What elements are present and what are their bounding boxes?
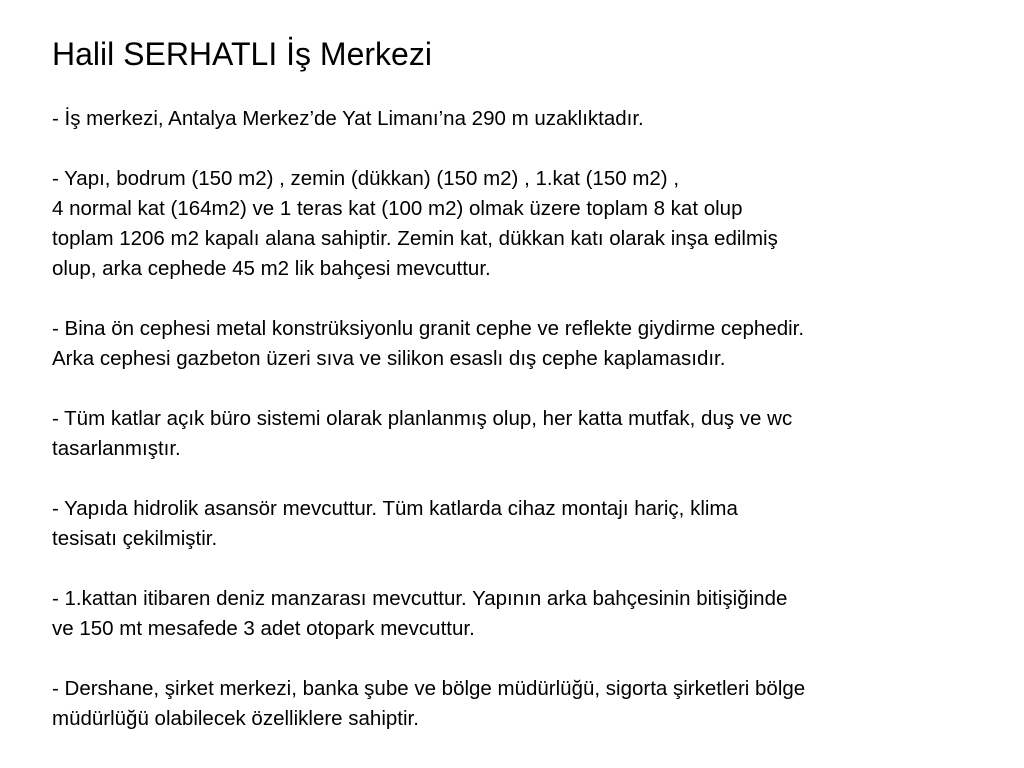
paragraph-line: toplam 1206 m2 kapalı alana sahiptir. Zemin kat, dükkan katı olarak inşa edilmiş	[52, 227, 778, 250]
paragraph-line: - Bina ön cephesi metal konstrüksiyonlu granit cephe ve reflekte giydirme cephedir.	[52, 317, 805, 340]
paragraph-location	[52, 104, 805, 134]
paragraph-facade	[52, 314, 805, 374]
paragraph-line: - 1.kattan itibaren deniz manzarası mevcuttur. Yapının arka bahçesinin bitişiğinde	[52, 587, 788, 610]
paragraph-line: tasarlanmıştır.	[52, 437, 181, 460]
paragraph-line: Arka cephesi gazbeton üzeri sıva ve silikon esaslı dış cephe kaplamasıdır.	[52, 347, 726, 370]
paragraph-floor-plan	[52, 404, 805, 464]
paragraph-line: - Yapı, bodrum (150 m2) , zemin (dükkan) (150 m2) , 1.kat (150 m2) ,	[52, 167, 680, 190]
paragraph-suitability	[52, 674, 805, 734]
paragraph-line: - Yapıda hidrolik asansör mevcuttur. Tüm katlarda cihaz montajı hariç, klima	[52, 497, 738, 520]
paragraph-line: müdürlüğü olabilecek özelliklere sahiptir.	[52, 707, 419, 730]
paragraph-line: 4 normal kat (164m2) ve 1 teras kat (100 m2) olmak üzere toplam 8 kat olup	[52, 197, 743, 220]
paragraph-view-parking	[52, 584, 805, 644]
paragraph-line: ve 150 mt mesafede 3 adet otopark mevcuttur.	[52, 617, 475, 640]
paragraph-line: olup, arka cephede 45 m2 lik bahçesi mevcuttur.	[52, 257, 491, 280]
paragraph-elevator	[52, 494, 805, 554]
paragraph-building-areas	[52, 164, 805, 284]
paragraph-line: - İş merkezi, Antalya Merkez’de Yat Limanı’na 290 m uzaklıktadır.	[52, 107, 644, 130]
paragraph-line: - Dershane, şirket merkezi, banka şube ve bölge müdürlüğü, sigorta şirketleri bölge	[52, 677, 806, 700]
paragraph-line: tesisatı çekilmiştir.	[52, 527, 218, 550]
slide-title: Halil SERHATLI İş Merkezi	[52, 36, 432, 72]
slide-body	[52, 104, 805, 764]
paragraph-line: - Tüm katlar açık büro sistemi olarak planlanmış olup, her katta mutfak, duş ve wc	[52, 407, 793, 430]
